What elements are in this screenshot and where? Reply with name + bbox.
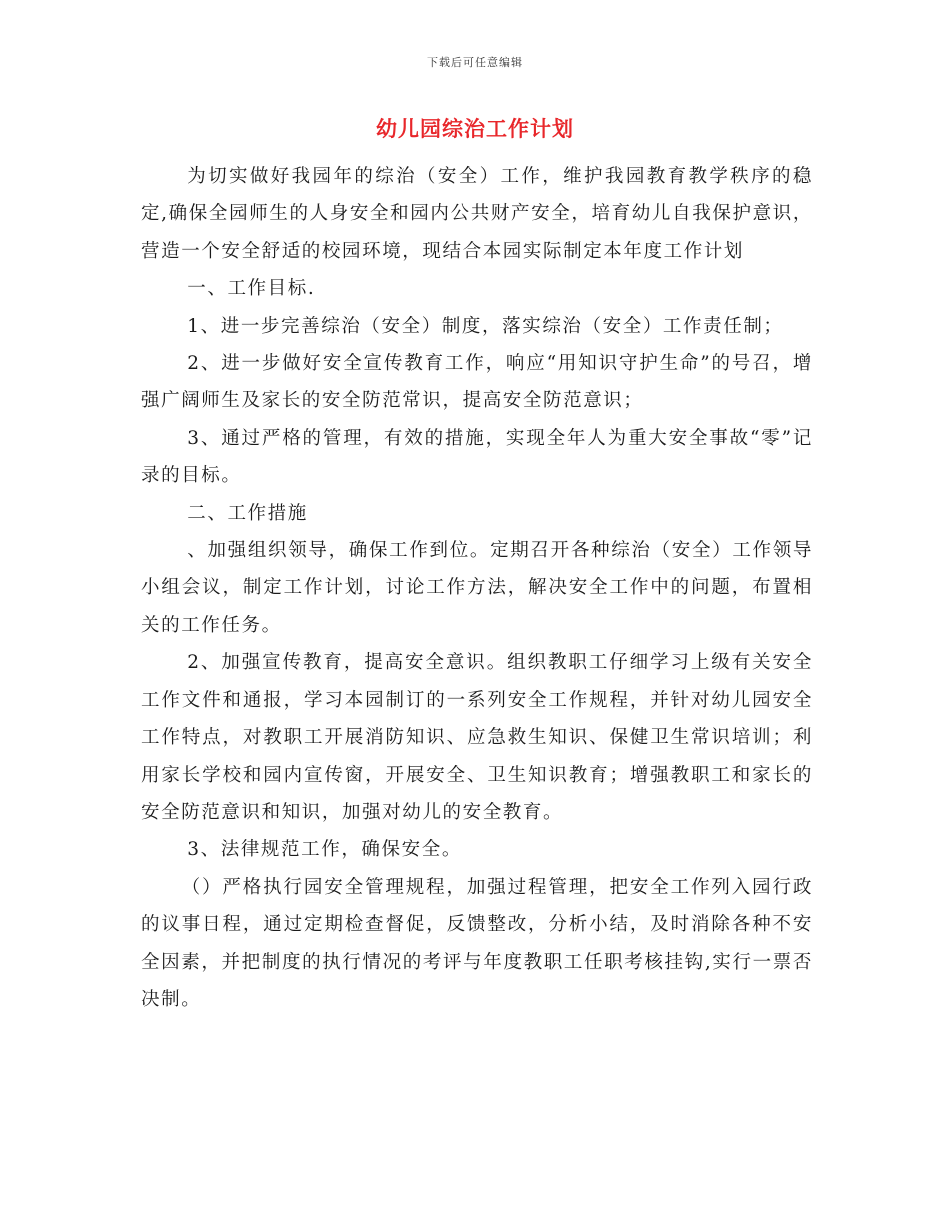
paragraph-measure-1: 、加强组织领导，确保工作到位。定期召开各种综治（安全）工作领导小组会议，制定工作计划，讨论工作方法，解决安全工作中的问题，布置相关的工作任务。	[141, 540, 813, 636]
paragraph-goal-3: 3、通过严格的管理，有效的措施，实现全年人为重大安全事故“零”记录的目标。	[141, 427, 813, 487]
paragraph-goal-1: 1、进一步完善综治（安全）制度，落实综治（安全）工作责任制；	[187, 315, 784, 337]
paragraph-measure-3-detail: （）严格执行园安全管理规程，加强过程管理，把安全工作列入园行政的议事日程，通过定期检查督促，反馈整改，分析小结，及时消除各种不安全因素，并把制度的执行情况的考评与年度教职工任职考核挂钩,实行一票否决制。	[141, 876, 813, 1010]
paragraph-intro: 为切实做好我园年的综治（安全）工作，维护我园教育教学秩序的稳定,确保全园师生的人身安全和园内公共财产安全，培育幼儿自我保护意识，营造一个安全舒适的校园环境，现结合本园实际制定本年度工作计划	[141, 166, 813, 262]
document-title: 幼儿园综治工作计划	[376, 116, 574, 141]
heading-measures: 二、工作措施	[187, 502, 308, 524]
paragraph-measure-3: 3、法律规范工作，确保安全。	[187, 839, 462, 861]
page-header: 下载后可任意编辑	[427, 56, 523, 69]
paragraph-goal-2: 2、进一步做好安全宣传教育工作，响应“用知识守护生命”的号召，增强广阔师生及家长的安全防范常识，提高安全防范意识；	[141, 353, 813, 412]
paragraph-measure-2: 2、加强宣传教育，提高安全意识。组织教职工仔细学习上级有关安全工作文件和通报，学习本园制订的一系列安全工作规程，并针对幼儿园安全工作特点，对教职工开展消防知识、应急救生知识、保健卫生常识培训；利用家长学校和园内宣传窗，开展安全、卫生知识教育；增强教职工和家长的安全防范意识和知识，加强对幼儿的安全教育。	[141, 652, 813, 823]
document-body	[141, 158, 813, 1018]
heading-goals: 一、工作目标.	[187, 278, 316, 300]
